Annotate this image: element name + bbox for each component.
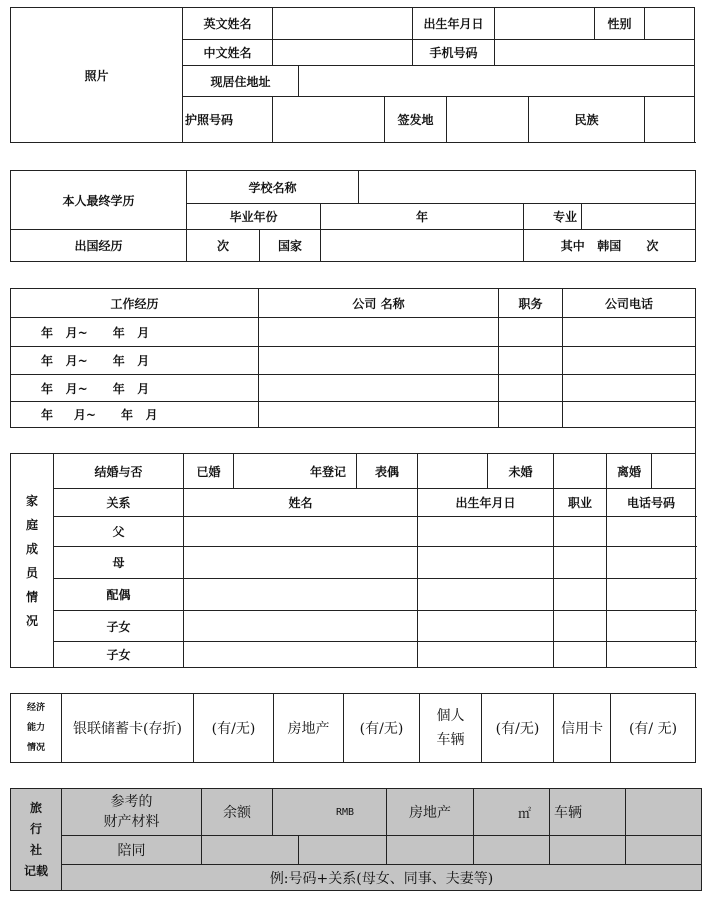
birth-date-label: 出生年月日 [413,8,495,40]
member-phone-field[interactable] [607,579,696,611]
school-name-label: 学校名称 [187,171,359,204]
work-period-field[interactable]: 年 月~ 年 月 [11,318,259,347]
work-spacer-row [11,428,696,454]
member-name-field[interactable] [184,547,418,579]
credit-card-label: 信用卡 [554,694,611,763]
chinese-name-label: 中文姓名 [183,40,273,66]
school-name-field[interactable] [359,171,696,204]
work-period-field[interactable]: 年 月~ 年 月 [11,347,259,375]
real-estate-label: 房地产 [274,694,344,763]
korea-times-field[interactable] [524,230,696,262]
accompany-field[interactable] [474,836,550,865]
credit-card-option[interactable]: (有/ 无) [611,694,696,763]
passport-no-label: 护照号码 [183,97,273,143]
member-relation: 配偶 [54,579,184,611]
work-period-field[interactable]: 年 月~ 年 月 [11,375,259,402]
company-phone-field[interactable] [563,375,696,402]
accompany-field[interactable] [550,836,626,865]
debit-card-option[interactable]: (有/无) [194,694,274,763]
family-section-label: 家 庭 成 员 情 况 [11,454,54,668]
agency-record-table [10,788,702,891]
gender-field[interactable] [645,8,695,40]
rmb-unit: RMB [335,806,354,818]
member-birth-field[interactable] [418,547,554,579]
finance-section-label: 经济 能力 情况 [11,694,62,763]
divorced-option[interactable]: 离婚 [607,454,652,489]
balance-label: 余额 [202,789,273,836]
unmarried-field[interactable] [554,454,607,489]
spouse-label: 表偶 [357,454,418,489]
member-occupation-field[interactable] [554,517,607,547]
registered-year-field[interactable]: 年登记 [234,454,357,489]
member-occupation-field[interactable] [554,642,607,668]
accompany-field[interactable] [202,836,299,865]
company-name-field[interactable] [259,347,499,375]
work-period-field[interactable]: 年 月~ 年 月 [11,402,259,428]
member-phone-field[interactable] [607,547,696,579]
member-occupation-field[interactable] [554,547,607,579]
member-relation: 母 [54,547,184,579]
member-name-field[interactable] [184,611,418,642]
english-name-field[interactable] [273,8,413,40]
issue-place-field[interactable] [447,97,529,143]
position-field[interactable] [499,347,563,375]
times-unit: 次 [216,239,229,253]
company-phone-field[interactable] [563,402,696,428]
major-label: 专业 [524,204,582,230]
member-occupation-field[interactable] [554,611,607,642]
debit-card-label: 银联储蓄卡(存折) [62,694,194,763]
highest-education-label: 本人最终学历 [11,171,187,230]
position-field[interactable] [499,375,563,402]
sqm-field[interactable] [474,789,550,836]
accompany-field[interactable] [299,836,387,865]
position-field[interactable] [499,318,563,347]
member-birth-field[interactable] [418,517,554,547]
unmarried-option[interactable]: 未婚 [488,454,554,489]
major-field[interactable] [582,204,696,230]
company-phone-label: 公司电话 [563,289,696,318]
member-name-field[interactable] [184,642,418,668]
personal-info-table [10,7,695,143]
vehicle-label: 车辆 [550,789,626,836]
married-option[interactable]: 已婚 [184,454,234,489]
phone-header: 电话号码 [607,489,696,517]
accompany-field[interactable] [626,836,702,865]
vehicle-option[interactable]: (有/无) [482,694,554,763]
overseas-times-field[interactable] [187,230,260,262]
graduation-year-label: 毕业年份 [187,204,321,230]
agency-section-label: 旅 行 社 记载 [11,789,62,891]
chinese-name-field[interactable] [273,40,413,66]
name-header: 姓名 [184,489,418,517]
english-name-label: 英文姓名 [183,8,273,40]
company-name-field[interactable] [259,318,499,347]
overseas-experience-label: 出国经历 [11,230,187,262]
member-occupation-field[interactable] [554,579,607,611]
member-birth-field[interactable] [418,611,554,642]
member-phone-field[interactable] [607,642,696,668]
address-label: 现居住地址 [183,66,299,97]
marital-status-label: 结婚与否 [54,454,184,489]
member-name-field[interactable] [184,579,418,611]
company-phone-field[interactable] [563,347,696,375]
divorced-field[interactable] [652,454,696,489]
address-field[interactable] [299,66,695,97]
korea-prefix: 其中 [560,239,585,253]
education-table [10,170,696,262]
work-experience-label: 工作经历 [11,289,259,318]
country-field[interactable] [321,230,524,262]
passport-no-field[interactable] [273,97,385,143]
member-relation: 子女 [54,611,184,642]
member-name-field[interactable] [184,517,418,547]
occupation-header: 职业 [554,489,607,517]
position-label: 职务 [499,289,563,318]
issue-place-label: 签发地 [385,97,447,143]
company-phone-field[interactable] [563,318,696,347]
company-name-field[interactable] [259,402,499,428]
ethnicity-field[interactable] [645,97,695,143]
photo-cell[interactable] [11,8,183,143]
relation-header: 关系 [54,489,184,517]
company-name-label: 公司 名称 [259,289,499,318]
mobile-label: 手机号码 [413,40,495,66]
member-birth-field[interactable] [418,579,554,611]
finance-table [10,693,696,763]
real-estate-option[interactable]: (有/无) [344,694,420,763]
accompany-label: 陪同 [62,836,202,865]
accompany-field[interactable] [387,836,474,865]
country-label: 国家 [260,230,321,262]
family-table [10,453,696,668]
reference-assets-label: 参考的 财产材料 [62,789,202,836]
ethnicity-label: 民族 [529,97,645,143]
company-name-field[interactable] [259,375,499,402]
graduation-year-field[interactable] [321,204,524,230]
korea-label: 韩国 [597,239,622,253]
sqm-unit: ㎡ [517,806,531,822]
spouse-field[interactable] [418,454,488,489]
member-relation: 子女 [54,642,184,668]
year-unit: 年 [416,210,429,224]
korea-times-unit: 次 [646,239,659,253]
mobile-field[interactable] [495,40,695,66]
member-relation: 父 [54,517,184,547]
real-estate-label: 房地产 [387,789,474,836]
birth-date-header: 出生年月日 [418,489,554,517]
work-experience-table [10,288,696,454]
accompany-example: 例:号码+关系(母女、同事、夫妻等) [62,865,702,891]
vehicle-label: 個人 车辆 [420,694,482,763]
rmb-field[interactable] [273,789,387,836]
birth-date-field[interactable] [495,8,595,40]
member-birth-field[interactable] [418,642,554,668]
vehicle-field[interactable] [626,789,702,836]
position-field[interactable] [499,402,563,428]
member-phone-field[interactable] [607,517,696,547]
gender-label: 性别 [595,8,645,40]
photo-label: 照片 [84,68,109,83]
member-phone-field[interactable] [607,611,696,642]
